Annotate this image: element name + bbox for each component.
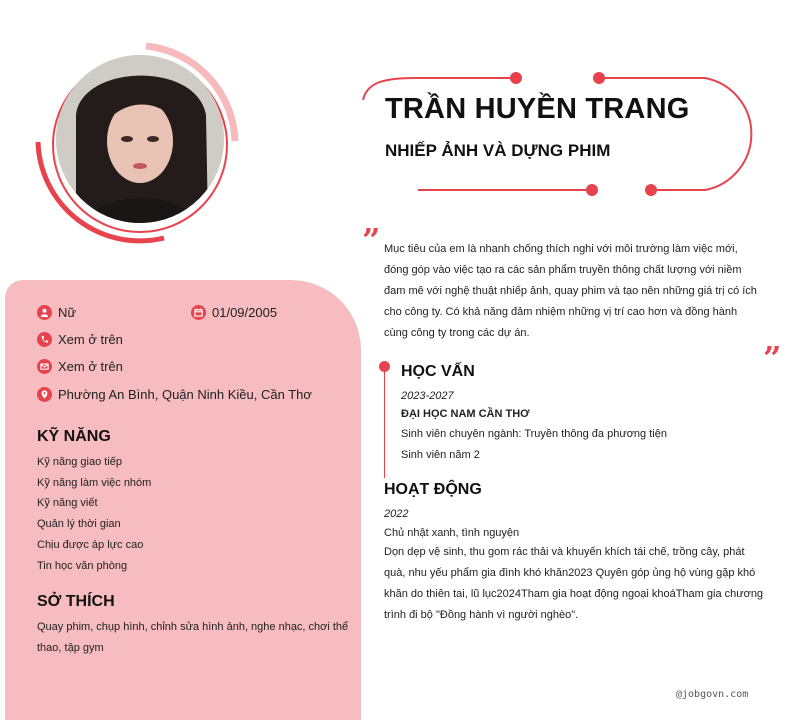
frame-dot (645, 184, 657, 196)
location-pin-icon (37, 387, 52, 402)
education-heading: HỌC VẤN (401, 363, 475, 380)
activity-description: Dọn dẹp vệ sinh, thu gom rác thải và khuyến khích tái chế, trồng cây, phát quà, nhu yếu phẩm gia đình khó khăn2023 Quyên góp ủng hộ vùng gặp khó khăn do thiên tai, lũ lục2024Tham gia hoạt động ngoại khoáTham gia chương trình đi bộ "Đồng hành vì người nghèo". (384, 546, 764, 621)
phone-icon (37, 332, 52, 347)
hobbies-heading: SỞ THÍCH (37, 593, 115, 610)
birthdate-value: 01/09/2005 (212, 305, 278, 320)
profile-photo (56, 55, 224, 223)
calendar-icon (191, 305, 206, 320)
phone-value: Xem ở trên (58, 332, 123, 347)
candidate-name: TRẦN HUYỀN TRANG (385, 93, 690, 125)
address-row (37, 387, 312, 402)
quote-close-icon: ” (763, 339, 782, 377)
activity-year: 2022 (384, 508, 409, 520)
hobbies-text: Quay phim, chụp hình, chỉnh sửa hình ảnh, nghe nhạc, chơi thể thao, tập gym (37, 621, 349, 654)
objective-text: Mục tiêu của em là nhanh chống thích nghi với môi trường làm việc mới, đóng góp vào việc tạo ra các sản phẩm truyền thông chất lượng với niềm đam mê với nghệ thuật nhiếp ảnh, quay phim và tạo nên những giá trị có ích cho công ty. Có khả năng đảm nhiệm những vị trí cao hơn và đồng hành cùng công ty trong các dự án. (384, 243, 757, 339)
skill-item: Chịu được áp lực cao (37, 539, 144, 551)
gender-value: Nữ (58, 305, 77, 320)
person-icon (37, 305, 52, 320)
education-timeline-dot (379, 361, 390, 372)
education-major: Sinh viên chuyên ngành: Truyền thông đa phương tiện (401, 428, 667, 440)
skill-item: Kỹ năng viết (37, 497, 98, 509)
education-year: Sinh viên năm 2 (401, 449, 480, 461)
skill-item: Kỹ năng giao tiếp (37, 456, 123, 468)
education-period: 2023-2027 (401, 390, 454, 402)
watermark: @jobgovn.com (676, 689, 749, 700)
birthdate-row (191, 305, 277, 320)
skill-item: Quản lý thời gian (37, 518, 121, 530)
education-timeline-line (384, 366, 385, 478)
skill-item: Kỹ năng làm việc nhóm (37, 477, 152, 489)
phone-row (37, 332, 123, 347)
mail-icon (37, 359, 52, 374)
skill-item: Tin học văn phòng (37, 560, 128, 572)
quote-open-icon: ” (362, 221, 381, 259)
activity-title: Chủ nhật xanh, tình nguyện (384, 527, 520, 539)
job-title: NHIẾP ẢNH VÀ DỰNG PHIM (385, 141, 611, 160)
frame-dot (510, 72, 522, 84)
education-school: ĐẠI HỌC NAM CẦN THƠ (401, 408, 530, 420)
email-value: Xem ở trên (58, 359, 123, 374)
email-row (37, 359, 123, 374)
address-value: Phường An Bình, Quận Ninh Kiều, Cần Thơ (58, 387, 312, 402)
gender-row (37, 305, 76, 320)
activities-heading: HOẠT ĐỘNG (384, 481, 482, 498)
header-frame (355, 70, 775, 202)
skills-heading: KỸ NĂNG (37, 428, 111, 445)
